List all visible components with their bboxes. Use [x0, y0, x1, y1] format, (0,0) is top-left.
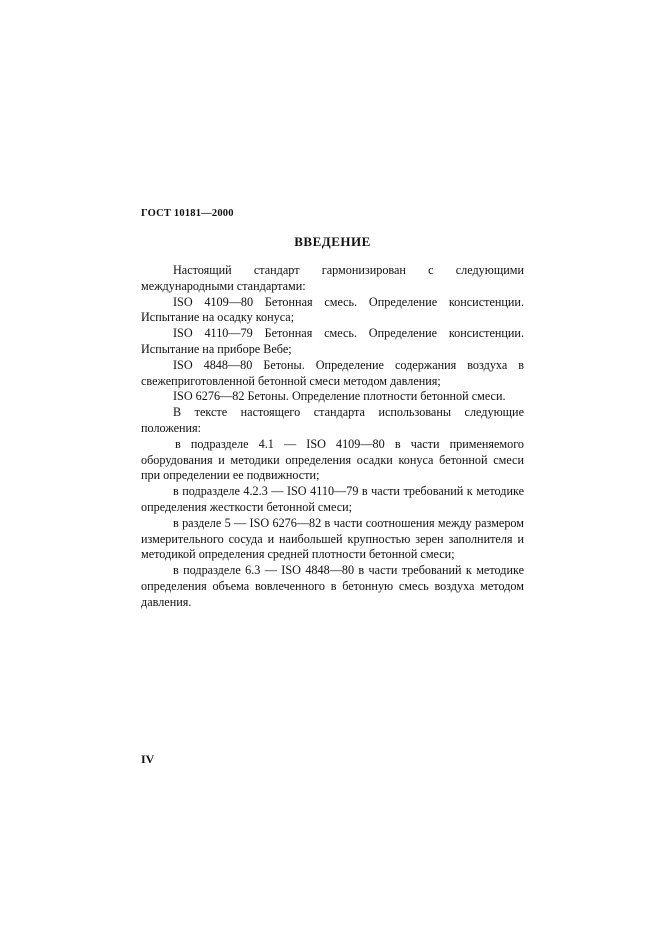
paragraph: ISO 6276—82 Бетоны. Определение плотности бетонной смеси.	[173, 389, 506, 404]
page-number: IV	[141, 752, 155, 766]
paragraph: ISO 4110—79 Бетонная смесь. Определение консистенции. Испытание на приборе Вебе;	[141, 326, 524, 356]
paragraph: в подразделе 6.3 — ISO 4848—80 в части требований к методике определения объема вовлеченного в бетонную смесь воздуха методом давления.	[141, 563, 524, 609]
paragraph: Настоящий стандарт гармонизирован с следующими международными стандартами:	[141, 263, 524, 293]
page-header: ГОСТ 10181—2000	[141, 208, 234, 219]
section-body	[141, 263, 524, 611]
paragraph: в подразделе 4.2.3 — ISO 4110—79 в части требований к методике определения жесткости бетонной смеси;	[141, 484, 524, 514]
paragraph: ISO 4109—80 Бетонная смесь. Определение консистенции. Испытание на осадку конуса;	[141, 294, 524, 325]
paragraph: в подразделе 4.1 — ISO 4109—80 в части применяемого оборудования и методики определения осадки конуса бетонной смеси при определении ее подвижности;	[141, 436, 524, 483]
section-title: ВВЕДЕНИЕ	[294, 234, 371, 249]
paragraph: в разделе 5 — ISO 6276—82 в части соотношения между размером измерительного сосуда и наибольшей крупностью зерен заполнителя и методикой определения средней плотности бетонной смеси;	[141, 515, 524, 562]
paragraph: ISO 4848—80 Бетоны. Определение содержания воздуха в свежеприготовленной бетонной смеси методом давления;	[141, 357, 524, 388]
paragraph: В тексте настоящего стандарта использованы следующие положения:	[141, 405, 524, 435]
